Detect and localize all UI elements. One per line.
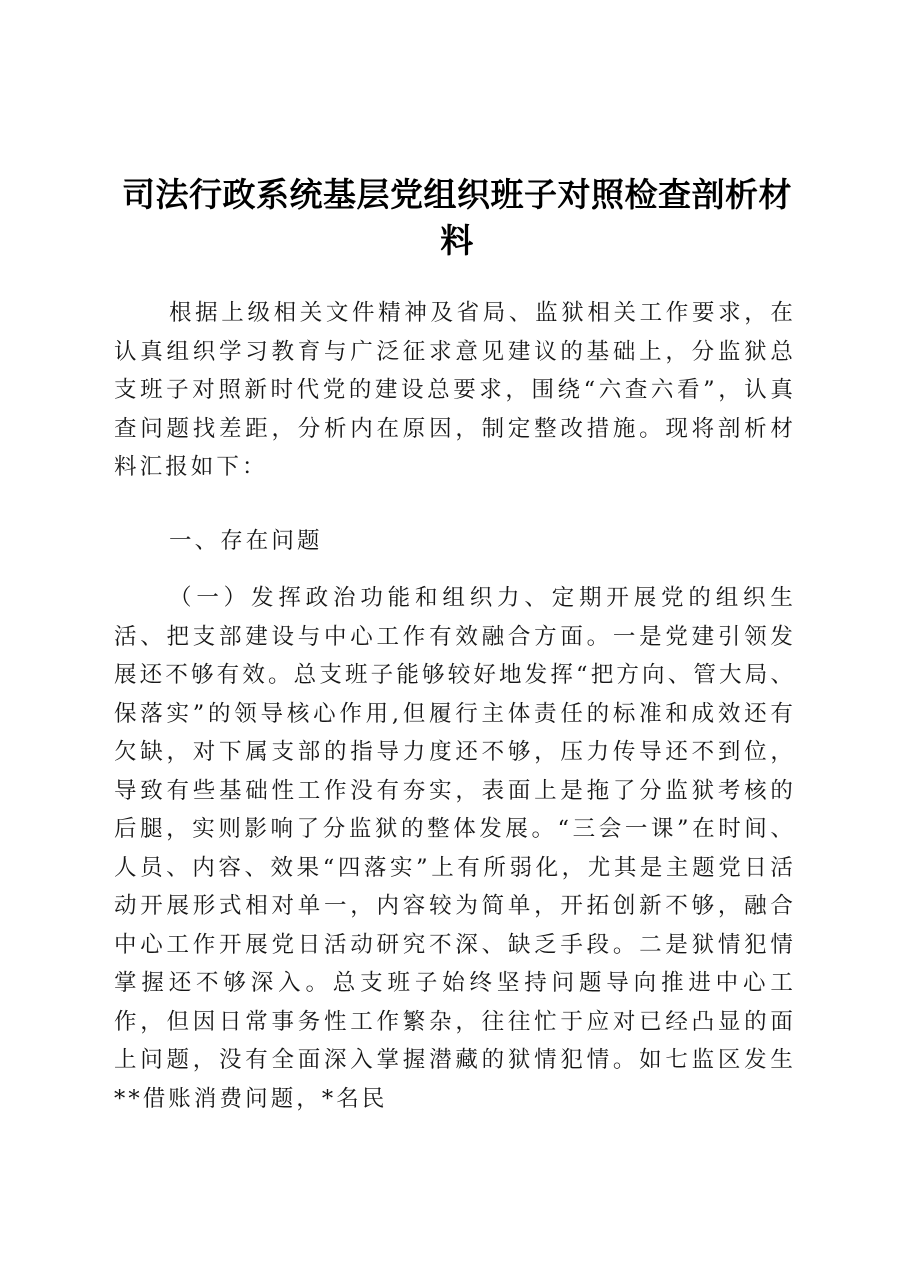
document-title: 司法行政系统基层党组织班子对照检查剖析材料 [122, 175, 792, 260]
section-paragraph: （一）发挥政治功能和组织力、定期开展党的组织生活、把支部建设与中心工作有效融合方面。一是党建引领发展还不够有效。总支班子能够较好地发挥“把方向、管大局、保落实”的领导核心作用,但履行主体责任的标准和成效还有欠缺，对下属支部的指导力度还不够，压力传导还不到位，导致有些基础性工作没有夯实，表面上是拖了分监狱考核的后腿，实则影响了分监狱的整体发展。“三会一课”在时间、人员、内容、效果“四落实”上有所弱化，尤其是主题党日活动开展形式相对单一，内容较为简单，开拓创新不够，融合中心工作开展党日活动研究不深、缺乏手段。二是狱情犯情掌握还不够深入。总支班子始终坚持问题导向推进中心工作，但因日常事务性工作繁杂，往往忙于应对已经凸显的面上问题，没有全面深入掌握潜藏的狱情犯情。如七监区发生**借账消费问题，*名民 [114, 585, 796, 1112]
section-heading: 一、存在问题 [169, 528, 323, 554]
intro-paragraph: 根据上级相关文件精神及省局、监狱相关工作要求，在认真组织学习教育与广泛征求意见建议的基础上，分监狱总支班子对照新时代党的建设总要求，围绕“六查六看”，认真查问题找差距，分析内在原因，制定整改措施。现将剖析材料汇报如下： [114, 300, 796, 480]
